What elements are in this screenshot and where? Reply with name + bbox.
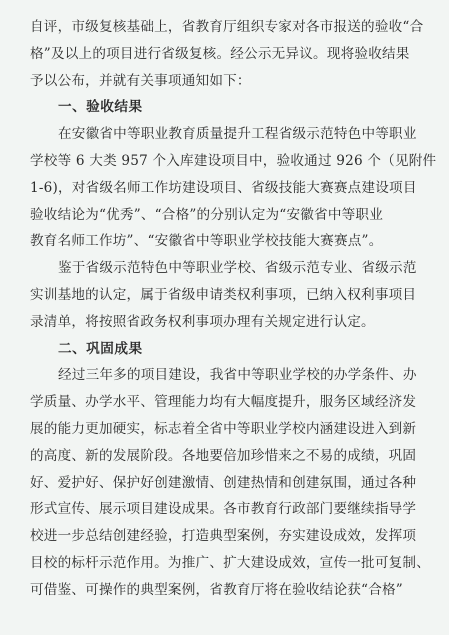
text-line: 予以公布，并就有关事项通知如下： xyxy=(30,72,251,89)
text-line: 的高度、新的发展阶段。各地要倍加珍惜来之不易的成绩，巩固 xyxy=(30,447,417,464)
text-line: 好、爱护好、保护好创建激情、创建热情和创建氛围，通过各种 xyxy=(30,474,417,491)
text-line: 自评，市级复核基础上，省教育厅组织专家对各市报送的验收“合 xyxy=(30,19,424,35)
text-line: 教育名师工作坊”、“安徽省中等职业学校技能大赛赛点”。 xyxy=(30,233,383,250)
paragraph-consolidate-results xyxy=(30,362,441,603)
text-line: 学校等 6 大类 957 个入库建设项目中，验收通过 926 个（见附件 xyxy=(30,152,437,169)
text-line: 目校的标杆示范作用。为推广、扩大建设成效，宣传一批可复制、 xyxy=(30,554,431,571)
text-line: 录清单，将按照省政务权利事项办理有关规定进行认定。 xyxy=(30,313,375,330)
paragraph-recognition xyxy=(30,255,441,335)
text-line: 在安徽省中等职业教育质量提升工程省级示范特色中等职业 xyxy=(58,126,417,143)
text-line: 可借鉴、可操作的典型案例，省教育厅将在验收结论获“合格” xyxy=(30,581,403,598)
intro-paragraph xyxy=(30,14,441,94)
text-line: 格”及以上的项目进行省级复核。经公示无异议。现将验收结果 xyxy=(30,45,410,62)
section-heading-consolidate-results: 二、巩固成果 xyxy=(58,340,143,357)
text-line: 校进一步总结创建经验，打造典型案例，夯实建设成效，发挥项 xyxy=(30,528,417,545)
text-line: 经过三年多的项目建设，我省中等职业学校的办学条件、办 xyxy=(58,367,417,384)
section-heading-acceptance-results: 一、验收结果 xyxy=(58,99,143,116)
text-line: 鉴于省级示范特色中等职业学校、省级示范专业、省级示范 xyxy=(58,260,417,277)
text-line: 展的能力更加硬实，标志着全省中等职业学校内涵建设进入到新 xyxy=(30,420,417,437)
text-line: 实训基地的认定，属于省级申请类权利事项，已纳入权利事项目 xyxy=(30,286,417,303)
text-line: 1-6)，对省级名师工作坊建设项目、省级技能大赛赛点建设项目 xyxy=(30,179,417,196)
paragraph-acceptance-results xyxy=(30,121,441,255)
text-line: 验收结论为“优秀”、“合格”的分别认定为“安徽省中等职业 xyxy=(30,206,384,223)
text-line: 形式宣传、展示项目建设成果。各市教育行政部门要继续指导学 xyxy=(30,501,417,518)
text-line: 学质量、办学水平、管理能力均有大幅度提升，服务区域经济发 xyxy=(30,394,417,411)
document-page xyxy=(0,14,449,635)
